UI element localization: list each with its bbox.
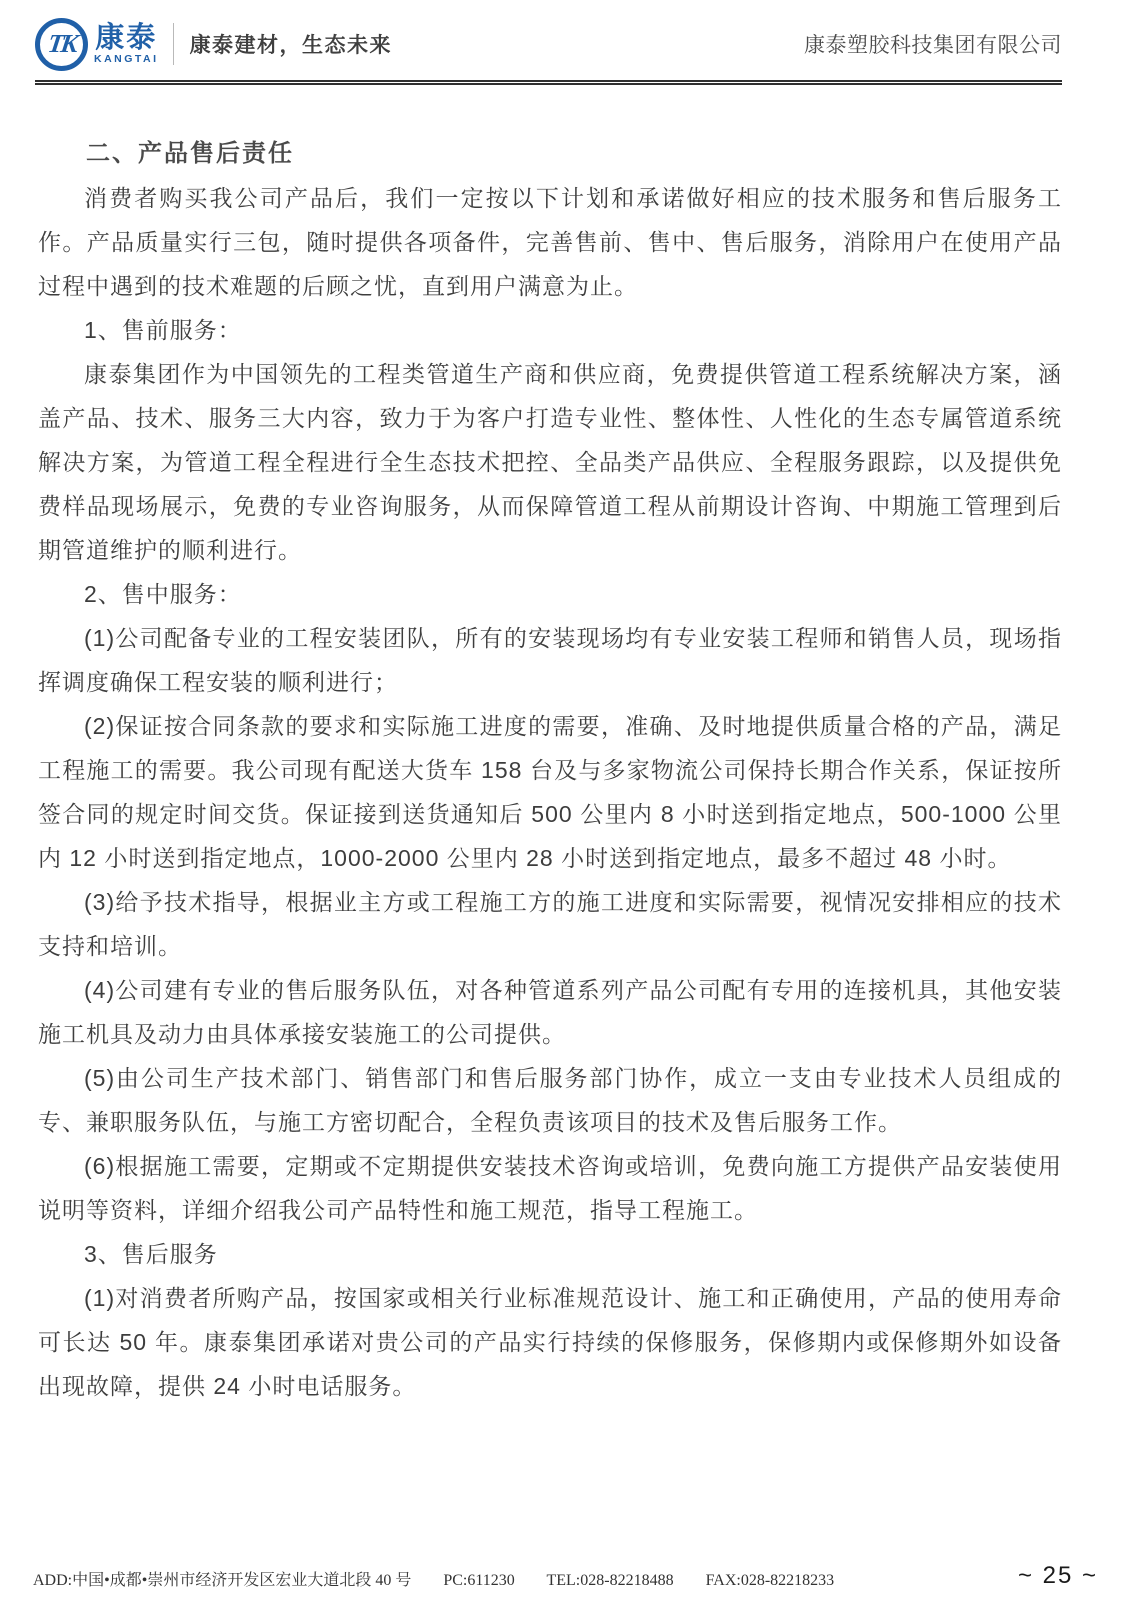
page-footer [33,1562,1098,1590]
paragraph: 2、售中服务： [84,581,242,607]
paragraph: (3)给予技术指导，根据业主方或工程施工方的施工进度和实际需要，视情况安排相应的技术支持和培训。 [38,889,1062,959]
footer-tel: TEL:028-82218488 [546,1572,674,1589]
section-title: 二、产品售后责任 [86,140,294,167]
document-body [38,132,1062,1408]
footer-contact-info [33,1567,834,1590]
header-divider [173,23,174,65]
paragraph: (1)公司配备专业的工程安装团队，所有的安装现场均有专业安装工程师和销售人员，现场指挥调度确保工程安装的顺利进行； [38,625,1062,695]
logo-monogram: TK [45,29,78,58]
header-rule [35,80,1062,85]
brand-block [35,18,392,71]
brand-slogan: 康泰建材，生态未来 [189,34,393,57]
company-name: 康泰塑胶科技集团有限公司 [804,34,1062,57]
paragraph: (5)由公司生产技术部门、销售部门和售后服务部门协作，成立一支由专业技术人员组成的专、兼职服务队伍，与施工方密切配合，全程负责该项目的技术及售后服务工作。 [38,1065,1062,1135]
footer-address: ADD:中国•成都•崇州市经济开发区宏业大道北段 40 号 [33,1572,412,1589]
paragraph: (1)对消费者所购产品，按国家或相关行业标准规范设计、施工和正确使用，产品的使用寿命可长达 50 年。康泰集团承诺对贵公司的产品实行持续的保修服务，保修期内或保修期外如设备出现故障，提供 24 小时电话服务。 [38,1285,1062,1399]
paragraph: (2)保证按合同条款的要求和实际施工进度的需要，准确、及时地提供质量合格的产品，满足工程施工的需要。我公司现有配送大货车 158 台及与多家物流公司保持长期合作关系，保证按所签合同的规定时间交货。保证接到送货通知后 500 公里内 8 小时送到指定地点，500-1000 公里内 12 小时送到指定地点，1000-2000 公里内 28 小时送到指定地点，最多不超过 48 小时。 [38,713,1062,871]
footer-postcode: PC:611230 [443,1572,515,1589]
logo-wordmark [94,23,159,65]
logo-name-en: KANGTAI [94,53,159,65]
paragraph: 消费者购买我公司产品后，我们一定按以下计划和承诺做好相应的技术服务和售后服务工作。产品质量实行三包，随时提供各项备件，完善售前、售中、售后服务，消除用户在使用产品过程中遇到的技术难题的后顾之忧，直到用户满意为止。 [38,185,1062,299]
page-number: ~ 25 ~ [1017,1562,1098,1589]
paragraph: (4)公司建有专业的售后服务队伍，对各种管道系列产品公司配有专用的连接机具，其他安装施工机具及动力由具体承接安装施工的公司提供。 [38,977,1062,1047]
kangtai-logo-icon [35,18,88,71]
page-header [0,0,1128,85]
paragraph: 1、售前服务： [84,317,242,343]
logo-name-cn: 康泰 [95,22,158,54]
paragraph: 3、售后服务 [84,1241,218,1267]
footer-fax: FAX:028-82218233 [705,1572,835,1589]
paragraph: (6)根据施工需要，定期或不定期提供安装技术咨询或培训，免费向施工方提供产品安装使用说明等资料，详细介绍我公司产品特性和施工规范，指导工程施工。 [38,1153,1062,1223]
paragraph: 康泰集团作为中国领先的工程类管道生产商和供应商，免费提供管道工程系统解决方案，涵盖产品、技术、服务三大内容，致力于为客户打造专业性、整体性、人性化的生态专属管道系统解决方案，为管道工程全程进行全生态技术把控、全品类产品供应、全程服务跟踪，以及提供免费样品现场展示，免费的专业咨询服务，从而保障管道工程从前期设计咨询、中期施工管理到后期管道维护的顺利进行。 [38,361,1062,563]
